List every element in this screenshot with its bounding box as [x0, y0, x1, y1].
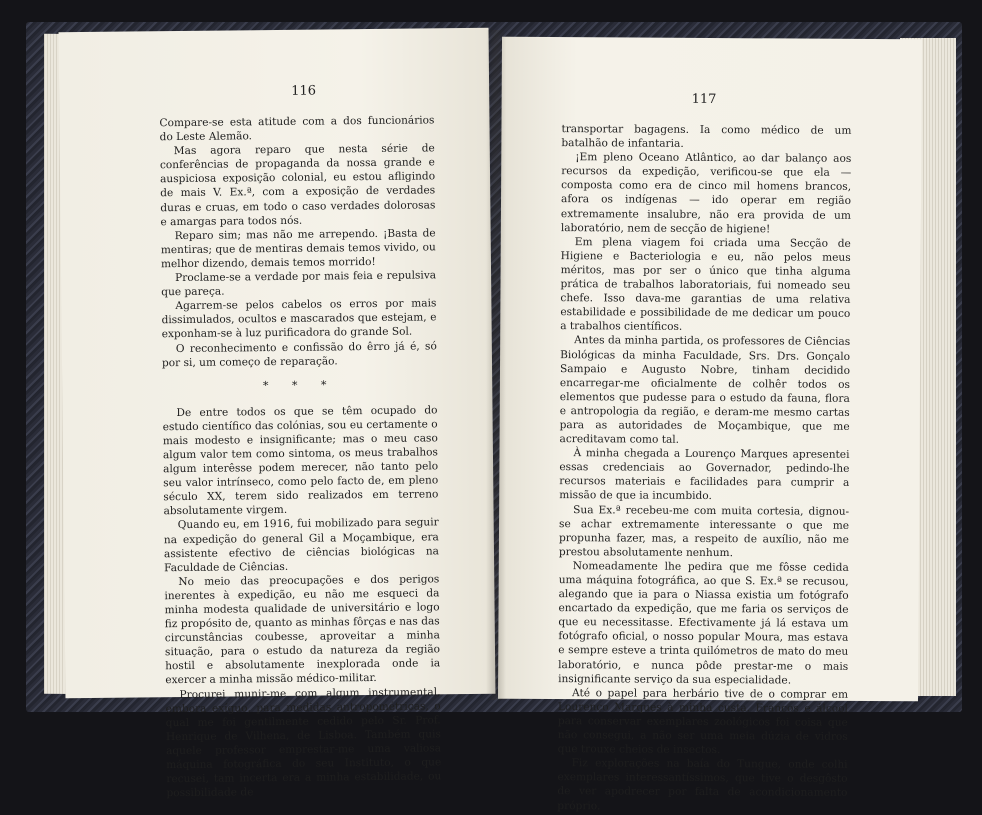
book-gutter — [486, 30, 506, 700]
right-page — [498, 37, 922, 812]
page-number: 117 — [691, 91, 717, 108]
paragraph: Reparo sim; mas não me arrependo. ¡Basta de mentiras; que de mentiras demais temos vivido, ou melhor dizendo, demais temos morrido! — [160, 227, 436, 271]
paragraph: O reconhecimento e confissão do êrro já é, só por si, um começo de reparação. — [161, 339, 437, 369]
paragraph: No meio das preocupações e dos perigos inerentes à expedição, eu não me esqueci da minha modesta qualidade de universitário e logo fiz propósito de, quanto as minhas fôrças e nas das circunstâncias coubesse, aproveitar a minha situação, para o estudo da natureza da região hostil e absolutamente inexplorada onde ia exercer a minha missão médico-militar. — [164, 573, 441, 687]
left-page — [59, 28, 496, 800]
paragraph: Nomeadamente lhe pedira que me fôsse cedida uma máquina fotográfica, ao que S. Ex.ª se recusou, alegando que ia para o Niassa existia um fotógrafo encartado da expedição, que me faria os serviços de que eu necessitasse. Efectivamente já lá estava um fotógrafo oficial, o nosso popular Moura, mas estava e sempre esteve a trinta quilómetros de mato do meu laboratório, e nunca pôde prestar-me o mais insignificante serviço da sua especialidade. — [558, 560, 849, 687]
section-break: * * * — [262, 378, 337, 392]
paragraph: Agarrem-se pelos cabelos os erros por mais dissimulados, ocultos e mascarados que estejam, e exponham-se à luz purificadora do grande Sol. — [161, 297, 437, 341]
paragraph: Até o papel para herbário tive de o comprar em Lourenço Marques à minha custa. Francos e álcool para conservar exemplares zoológicos foi coisa que não consegui, a não ser uma meia dúzia de vidros que trouxe cheios de insectos. — [557, 686, 849, 757]
right-page-text — [557, 122, 851, 814]
page-number: 116 — [291, 83, 317, 99]
paragraph: ¡Em pleno Oceano Atlântico, ao dar balanço aos recursos da expedição, verificou-se que ela — composta como era de cinco mil homens brancos, afora os indígenas — ido operar em região extremamente insalubre, não era provida de um laboratório, nem de secção de higiene! — [560, 151, 852, 236]
left-page-text — [159, 113, 441, 800]
paragraph: Proclame-se a verdade por mais feia e repulsiva que pareça. — [161, 269, 437, 299]
paragraph: Antes da minha partida, os professores de Ciências Biológicas da minha Faculdade, Srs. Drs. Gonçalo Sampaio e Augusto Nobre, tinham decidido encarregar-me oficialmente de colhêr todos os elementos que pudesse para o estudo da fauna, flora e antropologia da região, e deram-me mesmo cartas para as autoridades de Moçambique, que me acreditavam como tal. — [559, 334, 851, 446]
paragraph: De entre todos os que se têm ocupado do estudo científico das colónias, sou eu certamente o mais modesto e insignificante; mas o meu caso algum valor tem como sintoma, os meus trabalhos algum interêsse podem merecer, não tanto pelo seu valor intrínseco, como pelo facto de, em pleno século XX, terem sido realizados em terreno absolutamente virgem. — [162, 404, 439, 518]
paragraph: Quando eu, em 1916, fui mobilizado para seguir na expedição do general Gil a Moçambique, era assistente efectivo de ciências biológicas na Faculdade de Ciências. — [163, 516, 440, 574]
paragraph: À minha chegada a Lourenço Marques apresentei essas credenciais ao Governador, pedindo-lhe recursos materiais e facilidades para cumprir a missão de que ia incumbido. — [559, 447, 850, 503]
paragraph: Fiz explorações na baía do Tungue, onde colhi exemplares interessantíssimos, que tive o desgôsto de ver apodrecer por falta de acondicionamento próprio. — [557, 757, 848, 812]
paragraph: Em plena viagem foi criada uma Secção de Higiene e Bacteriologia e eu, não pelos meus méritos, mas por ser o único que tinha alguma prática de trabalhos laboratoriais, fui nomeado seu chefe. Isso dava-me garantias de uma relativa estabilidade e possibilidade de me dedicar um pouco a trabalhos científicos. — [560, 235, 851, 334]
paragraph: Mas agora reparo que nesta série de conferências de propaganda da nossa grande e auspiciosa exposição colonial, eu estou afligindo de mais V. Ex.ª, com a exposição de verdades duras e cruas, em todo o caso verdades dolorosas e amargas para todos nós. — [159, 142, 436, 228]
paragraph: transportar bagagens. Ia como médico de um batalhão de infantaria. — [561, 123, 852, 150]
paragraph: Compare-se esta atitude com a dos funcionários do Leste Alemão. — [159, 114, 435, 144]
paragraph: Procurei munir-me com algum instrumental, embora exíguo, para medidas antropométricas, o qual me foi gentilmente cedido pelo Sr. Prof. Henrique de Vilhena, de Lisboa. Também quis aquele professor emprestar-me uma valiosa máquina fotográfica do seu Instituto, o que recusei, tam incerta era a minha estabilidade, ou possibilidade de — [165, 685, 442, 800]
paragraph: Sua Ex.ª recebeu-me com muita cortesia, dignou-se achar extremamente interessante o que me propunha fazer, mas, a respeito de auxílio, não me prestou absolutamente nenhum. — [558, 503, 850, 559]
